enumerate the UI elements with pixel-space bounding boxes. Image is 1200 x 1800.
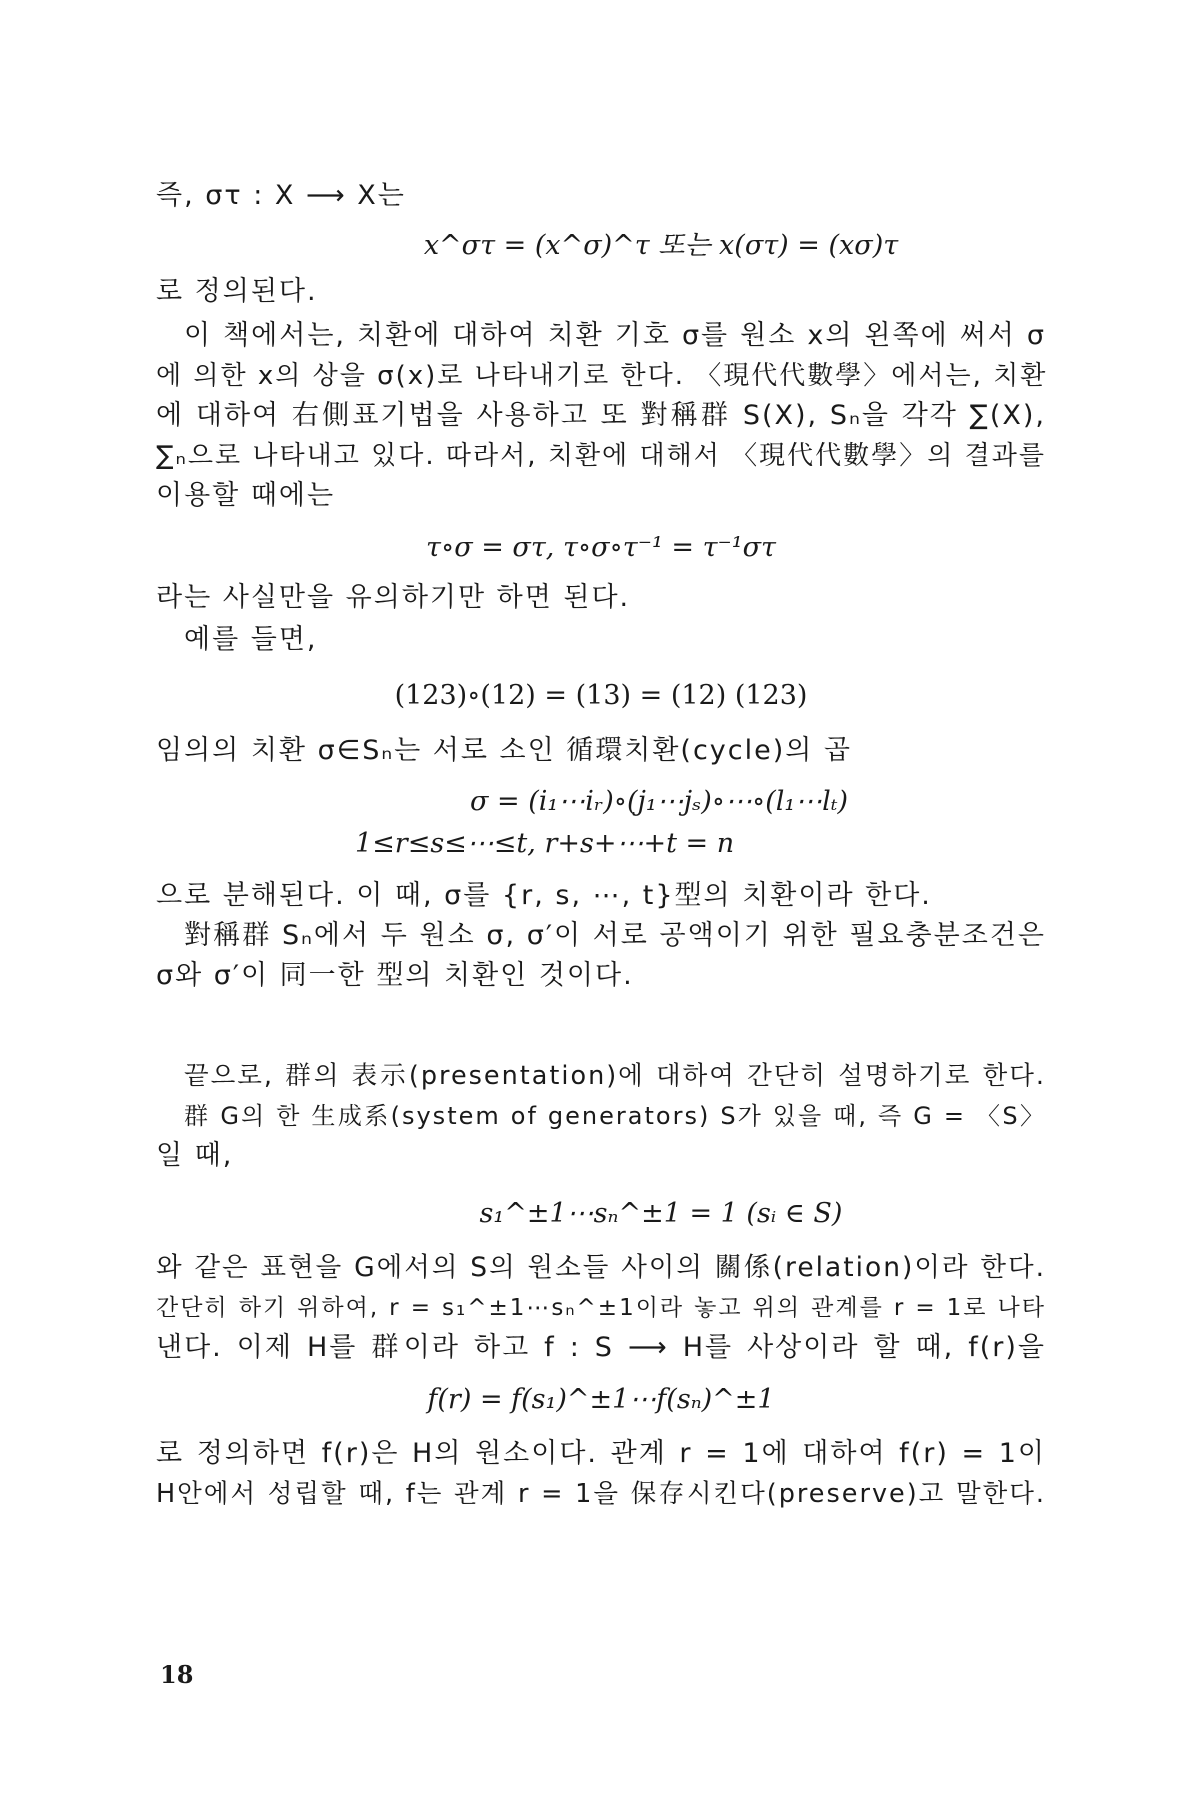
text-line: 라는 사실만을 유의하기만 하면 된다. <box>156 582 631 613</box>
text-line: H안에서 성립할 때, f는 관계 r = 1을 保存시킨다(preserve)고 말한다. <box>156 1479 1046 1509</box>
equation: (123)∘(12) = (13) = (12) (123) <box>394 680 808 711</box>
equation: 1≤r≤s≤⋯≤t, r+s+⋯+t = n <box>355 828 735 859</box>
text-line: 으로 분해된다. 이 때, σ를 {r, s, ⋯, t}型의 치환이라 한다. <box>156 880 932 911</box>
text-line: 끝으로, 群의 表示(presentation)에 대하여 간단히 설명하기로 한다. <box>184 1061 1046 1091</box>
equation: x^στ = (x^σ)^τ 또는 x(στ) = (xσ)τ <box>423 230 899 261</box>
text-line: 낸다. 이제 H를 群이라 하고 f : S ⟶ H를 사상이라 할 때, f(r)을 <box>156 1332 1046 1363</box>
text-line: 이용할 때에는 <box>156 480 336 511</box>
text-line: 예를 들면, <box>184 624 318 655</box>
text-line: 로 정의하면 f(r)은 H의 원소이다. 관계 r = 1에 대하여 f(r) = 1이 <box>156 1438 1046 1469</box>
equation: f(r) = f(s₁)^±1⋯f(sₙ)^±1 <box>427 1384 775 1415</box>
text-line: 에 대하여 右側표기법을 사용하고 또 對稱群 S(X), Sₙ을 각각 ∑(X), <box>156 400 1046 431</box>
text-line: 간단히 하기 위하여, r = s₁^±1⋯sₙ^±1이라 놓고 위의 관계를 r = 1로 나타 <box>156 1295 1046 1321</box>
text-line: 이 책에서는, 치환에 대하여 치환 기호 σ를 원소 x의 왼쪽에 써서 σ <box>184 320 1046 351</box>
equation: τ∘σ = στ, τ∘σ∘τ⁻¹ = τ⁻¹στ <box>426 532 776 563</box>
equation: s₁^±1⋯sₙ^±1 = 1 (sᵢ ∈ S) <box>479 1198 843 1229</box>
text-line: 群 G의 한 生成系(system of generators) S가 있을 때, 즉 G = 〈S〉 <box>184 1102 1046 1130</box>
text-line: 로 정의된다. <box>156 276 318 307</box>
text-line: 에 의한 x의 상을 σ(x)로 나타내기로 한다. 〈現代代數學〉에서는, 치환 <box>156 361 1048 391</box>
text-line: 즉, στ : X ⟶ X는 <box>156 180 406 211</box>
text-line: 일 때, <box>156 1140 234 1171</box>
text-line: 對稱群 Sₙ에서 두 원소 σ, σ′이 서로 공액이기 위한 필요충분조건은 <box>184 920 1046 951</box>
text-line: 와 같은 표현을 G에서의 S의 원소들 사이의 關係(relation)이라 한다. <box>156 1252 1046 1283</box>
text-line: ∑ₙ으로 나타내고 있다. 따라서, 치환에 대해서 〈現代代數學〉의 결과를 <box>156 441 1046 471</box>
equation: σ = (i₁⋯iᵣ)∘(j₁⋯jₛ)∘⋯∘(l₁⋯lₜ) <box>470 786 849 817</box>
text-line: 임의의 치환 σ∈Sₙ는 서로 소인 循環치환(cycle)의 곱 <box>156 735 853 766</box>
text-line: σ와 σ′이 同一한 型의 치환인 것이다. <box>156 960 634 991</box>
page-number: 18 <box>160 1660 194 1689</box>
